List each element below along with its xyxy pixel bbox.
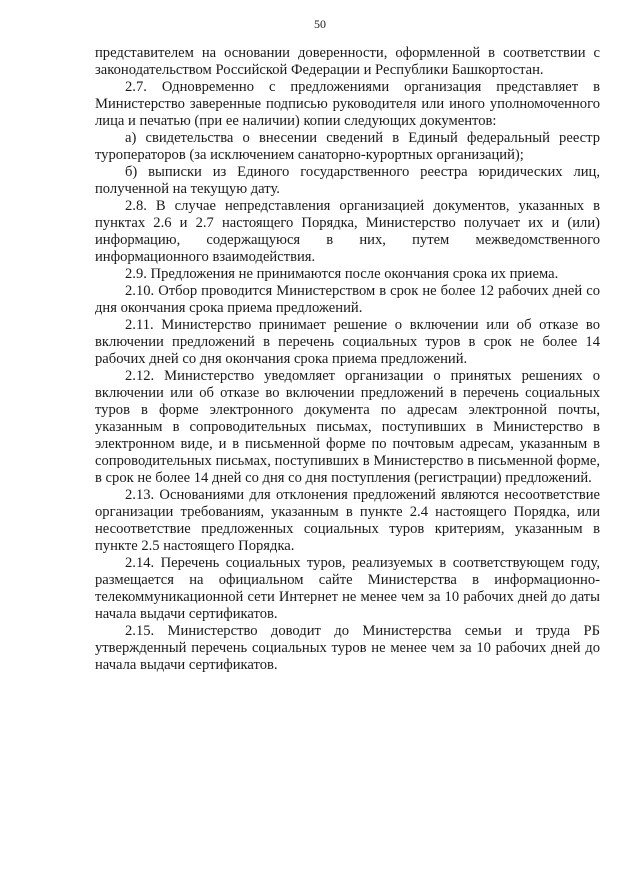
paragraph-2-8: 2.8. В случае непредставления организацией документов, указанных в пунктах 2.6 и 2.7 настоящего Порядка, Министерство получает их и (или) информацию, содержащуюся в них, путем межведомственного информационного взаимодействия. — [95, 198, 600, 265]
paragraph-2-15: 2.15. Министерство доводит до Министерства семьи и труда РБ утвержденный перечень социальных туров не менее чем за 10 рабочих дней до начала выдачи сертификатов. — [95, 623, 600, 673]
paragraph-2-11: 2.11. Министерство принимает решение о включении или об отказе во включении предложений в перечень социальных туров в срок не более 14 рабочих дней со дня окончания срока приема предложений. — [95, 317, 600, 367]
paragraph-2-7-b: б) выписки из Единого государственного реестра юридических лиц, полученной на текущую дату. — [95, 164, 600, 197]
paragraph-2-9: 2.9. Предложения не принимаются после окончания срока их приема. — [125, 266, 559, 282]
document-body — [95, 45, 600, 674]
paragraph-2-7: 2.7. Одновременно с предложениями организация представляет в Министерство заверенные подписью руководителя или иного уполномоченного лица и печатью (при ее наличии) копии следующих документов: — [95, 79, 600, 129]
paragraph-2-14: 2.14. Перечень социальных туров, реализуемых в соответствующем году, размещается на официальном сайте Министерства в информационно-телекоммуникационной сети Интернет не менее чем за 10 рабочих дней до даты начала выдачи сертификатов. — [95, 555, 600, 622]
paragraph-2-7-a: а) свидетельства о внесении сведений в Единый федеральный реестр туроператоров (за исключением санаторно-курортных организаций); — [95, 130, 600, 163]
page-number: 50 — [314, 17, 326, 31]
paragraph-2-13: 2.13. Основаниями для отклонения предложений являются несоответствие организации требованиям, указанным в пункте 2.4 настоящего Порядка, или несоответствие предложенных социальных туров критериям, указанным в пункте 2.5 настоящего Порядка. — [95, 487, 600, 554]
paragraph-2-10: 2.10. Отбор проводится Министерством в срок не более 12 рабочих дней со дня окончания срока приема предложений. — [95, 283, 600, 316]
paragraph-continuation: представителем на основании доверенности, оформленной в соответствии с законодательством Российской Федерации и Республики Башкортостан. — [95, 45, 600, 78]
paragraph-2-12: 2.12. Министерство уведомляет организации о принятых решениях о включении или об отказе во включении предложений в перечень социальных туров в форме электронного документа по адресам электронной почты, указанным в сопроводительных письмах, поступивших в Министерство в электронном виде, и в письменной форме по почтовым адресам, указанным в сопроводительных письмах, поступивших в Министерство в письменной форме, в срок не более 14 дней со дня со дня поступления (регистрации) предложений. — [95, 368, 600, 486]
